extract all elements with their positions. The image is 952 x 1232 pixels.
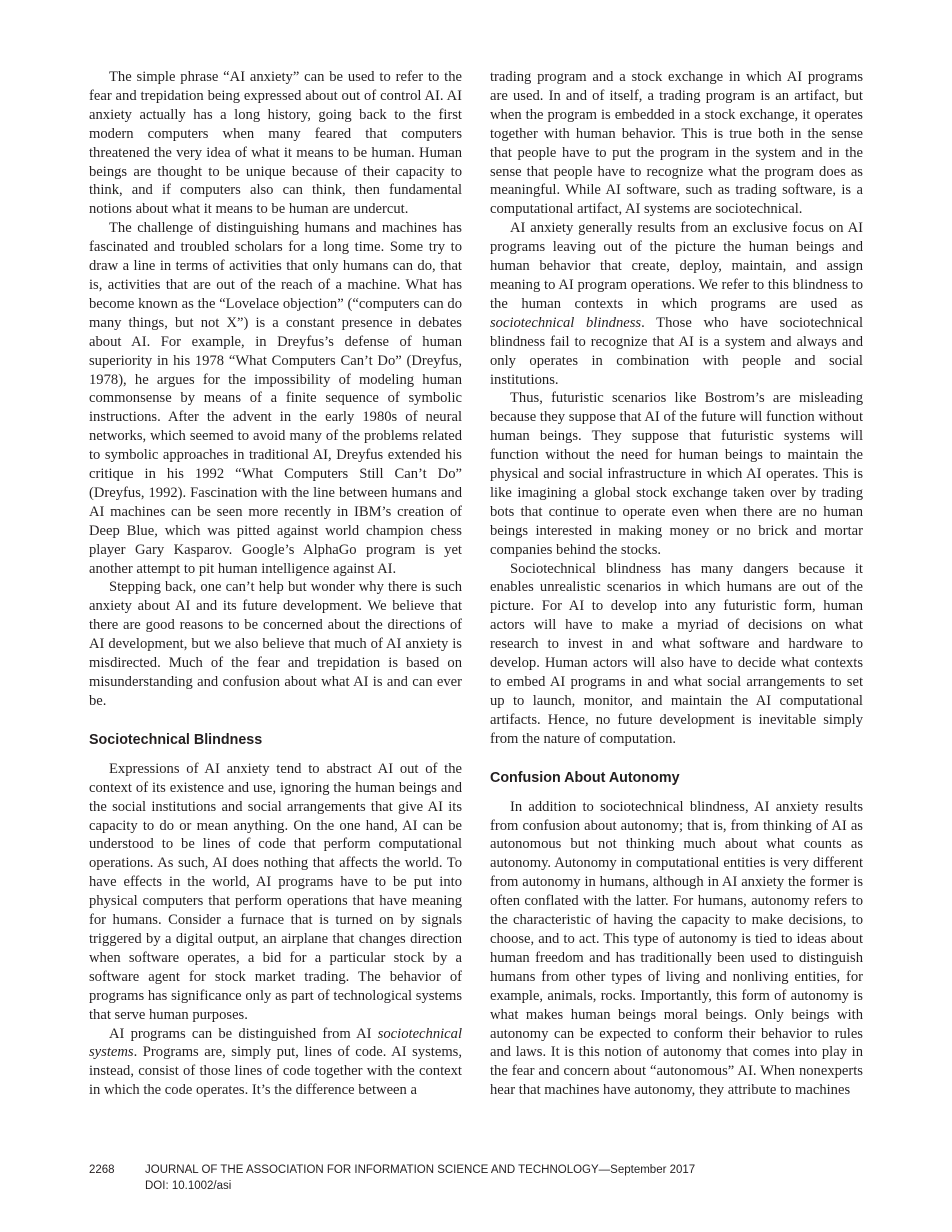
paragraph-autonomy: In addition to sociotechnical blindness, AI anxiety results from confusion about autonomy; that is, from thinking of AI as autonomous but not thinking much about what counts as autonomy. Autonomy in computational entities is very different from autonomy in humans, although in AI anxiety the former is often conflated with the latter. For humans, autonomy refers to the characteristic of having the capacity to make decisions, to choose, and to act. This type of autonomy is tied to ideas about human freedom and has traditionally been used to distinguish humans from other types of living and nonliving entities, for example, animals, rocks. Importantly, this form of autonomy is what makes human beings moral beings. Only beings with autonomy can be expected to conform their behavior to rules and laws. It is this notion of autonomy that comes into play in the fear and concern about “autonomous” AI. When nonexperts hear that machines have autonomy, they attribute to machines: [490, 798, 863, 1099]
section-heading-confusion-about-autonomy: Confusion About Autonomy: [490, 769, 680, 786]
section-heading-sociotechnical-blindness: Sociotechnical Blindness: [89, 731, 263, 748]
text-span: AI anxiety generally results from an exclusive focus on AI programs leaving out of the picture the human beings and human behavior that create, deploy, maintain, and assign meaning to AI program operations. We refer to this blindness to the human contexts in which programs are used as: [490, 220, 863, 312]
doi-link[interactable]: DOI: 10.1002/asi: [145, 1180, 232, 1192]
paragraph-challenge: The challenge of distinguishing humans and machines has fascinated and troubled scholars for a long time. Some try to draw a line in terms of activities that only humans can do, that is, activities that are out of the reach of a machine. What has become known as the “Lovelace objection” (“computers can do many things, but not X”) is a constant presence in debates about AI. For example, in Dreyfus’s defense of human superiority in his 1978 “What Computers Can’t Do” (Dreyfus, 1978), he argues for the impossibility of modeling human commonsense by means of a finite sequence of symbolic instructions. After the advent in the early 1980s of neural networks, which seemed to avoid many of the problems related to symbolic approaches in traditional AI, Dreyfus extended his critique in his 1992 “What Computers Still Can’t Do” (Dreyfus, 1992). Fascination with the line between humans and AI machines can be seen more recently in IBM’s creation of Deep Blue, which was pitted against world champion chess player Gary Kasparov. Google’s AlphaGo program is yet another attempt to pit human intelligence against AI.: [89, 220, 462, 577]
text-span: . Programs are, simply put, lines of code. AI systems, instead, consist of those lines of code together with the context in which the code operates. It’s the difference between a: [89, 1044, 462, 1099]
right-column: [490, 68, 863, 1100]
italic-term: sociotechnical systems: [89, 1025, 462, 1061]
paragraph-expressions: Expressions of AI anxiety tend to abstract AI out of the context of its existence and use, ignoring the human beings and the social institutions and social arrangements that give AI its capacity to do or mean anything. On the one hand, AI can be understood to be lines of code that perform computational operations. As such, AI does nothing that affects the world. To have effects in the world, AI programs have to be put into physical computers that perform operations that have meaning for humans. Consider a furnace that is turned on by signals triggered by a digital output, an airplane that changes direction when software operates, a bid for a particular stock by a software agent for stock market trading. The behavior of programs has significance only as part of technological systems that serve human purposes.: [89, 760, 462, 1023]
italic-term: sociotechnical blindness: [490, 314, 642, 331]
page-number: 2268: [89, 1164, 115, 1176]
paragraph-continuation: trading program and a stock exchange in which AI programs are used. In and of itself, a trading program is an artifact, but when the program is embedded in a stock exchange, it operates together with human behavior. This is true both in the sense that people have to put the program in the system and in the sense that people have to recognize what the program does as meaningful. While AI software, such as trading software, is a computational artifact, AI systems are sociotechnical.: [490, 69, 863, 218]
text-span: AI programs can be distinguished from AI: [109, 1025, 378, 1042]
text-span: . Those who have sociotechnical blindness fail to recognize that AI is a system and always and only operates in combination with people and social institutions.: [490, 314, 863, 388]
journal-citation: JOURNAL OF THE ASSOCIATION FOR INFORMATION SCIENCE AND TECHNOLOGY—September 2017: [145, 1164, 696, 1176]
paragraph-stepping-back: Stepping back, one can’t help but wonder why there is such anxiety about AI and its future development. We believe that there are good reasons to be concerned about the directions of AI development, but we also believe that much of AI anxiety is misdirected. Much of the fear and trepidation is based on misunderstanding and confusion about what AI is and can ever be.: [89, 579, 462, 709]
paragraph-dangers: Sociotechnical blindness has many dangers because it enables unrealistic scenarios in which humans are out of the picture. For AI to develop into any futuristic form, human actors will have to make a myriad of decisions on what research to invest in and what software and hardware to develop. Human actors will also have to decide what contexts to embed AI programs in and what social arrangements to set up to launch, monitor, and maintain the AI computational artifacts. Hence, no future development is inevitable simply from the nature of computation.: [490, 560, 863, 747]
paragraph-ai-anxiety-focus: [490, 219, 863, 389]
paragraph-intro: The simple phrase “AI anxiety” can be used to refer to the fear and trepidation being expressed about out of control AI. AI anxiety actually has a long history, going back to the first modern computers when many feared that computers threatened the very idea of what it means to be human. Human beings are thought to be unique because of their capacity to think, and if computers also can think, then fundamental notions about what it means to be human are undercut.: [89, 69, 462, 218]
paragraph-futuristic-scenarios: Thus, futuristic scenarios like Bostrom’s are misleading because they suppose that AI of the future will function without human beings. They suppose that futuristic systems will function without the need for human beings to maintain the physical and social infrastructure in which AI operates. This is like imagining a global stock exchange taken over by trading bots that continue to operate even when there are no human beings interested in making money or no brick and mortar companies behind the stocks.: [490, 390, 863, 558]
paragraph-ai-programs: [89, 1025, 462, 1101]
left-column: [89, 68, 462, 1100]
